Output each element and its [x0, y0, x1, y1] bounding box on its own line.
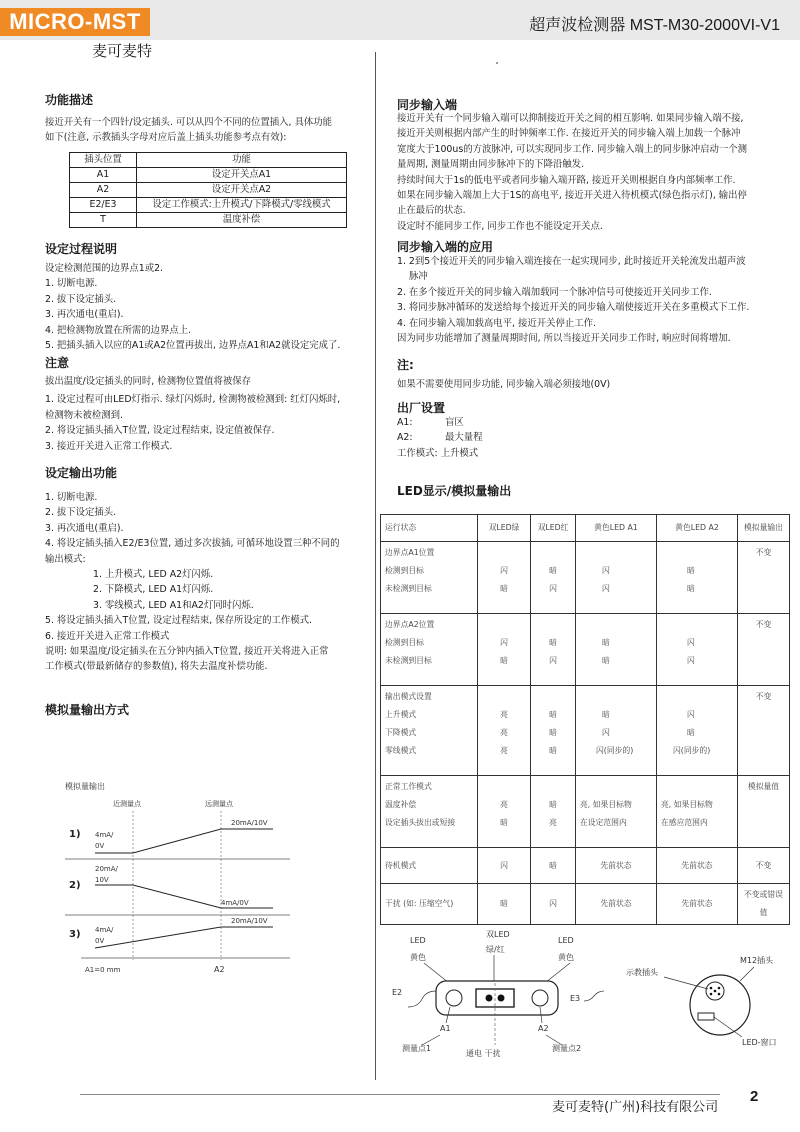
cell-line: 检测到目标: [385, 566, 424, 575]
cell-line: [482, 616, 526, 634]
cursor-dot: [496, 62, 498, 64]
text-line: 5. 将设定插头插入T位置, 设定过程结束, 保存所设定的工作模式.: [45, 615, 312, 627]
table-row: [381, 686, 790, 776]
table-cell: 先前状态: [657, 848, 738, 884]
cell-line: 模拟量值: [747, 782, 780, 791]
table-row: [70, 183, 347, 198]
cell-line: 不变: [755, 620, 772, 629]
far-point-label: 远测量点: [205, 800, 233, 808]
cell-line: 暗: [549, 746, 557, 755]
table-row: [381, 776, 790, 848]
section-title-analog: 模拟量输出方式: [45, 703, 130, 717]
text-line: 接近开关有一个同步输入端可以抑制接近开关之间的相互影响. 如果同步输入端不接,: [397, 113, 744, 124]
factory-mode: 工作模式: 上升模式: [397, 447, 479, 459]
cell-line: 暗: [500, 584, 508, 593]
cell-line: 上升模式: [385, 710, 417, 719]
section-title-sync: 同步输入端: [397, 98, 458, 112]
table-header: 双LED红: [531, 515, 576, 542]
mode-line: 3. 零线模式, LED A1和A2灯同时闪烁.: [93, 599, 254, 611]
cell-line: 不变: [755, 548, 772, 557]
value-label: 4mA/0V: [221, 899, 249, 907]
table-cell: [576, 614, 657, 686]
teach-plug-label: 示教插头: [626, 968, 658, 977]
list-item: 脉冲: [409, 271, 428, 283]
section-title-sync-app: 同步输入端的应用: [397, 240, 494, 254]
cell-line: 闪: [687, 710, 695, 719]
note-lines: [45, 374, 340, 454]
yellow-label-right: 黄色: [558, 953, 574, 962]
power-interference-label: 通电 干扰: [466, 1049, 501, 1058]
cell-line: 温度补偿: [385, 800, 417, 809]
list-item: 因为同步功能增加了测量周期时间, 所以当接近开关同步工作时, 响应时间将增加.: [397, 333, 731, 345]
table-row: [381, 848, 790, 884]
cell-line: 亮, 如果目标物: [661, 800, 713, 809]
cell-line: 闪: [687, 656, 695, 665]
section-title-led: LED显示/模拟量输出: [397, 484, 512, 498]
cell-line: 亮: [549, 818, 557, 827]
cell-line: [482, 778, 526, 796]
a1-label: A1: [440, 1024, 451, 1033]
cell-line: [602, 544, 652, 562]
table-row: [70, 198, 347, 213]
cell-line: 边界点A2位置: [385, 620, 435, 629]
value-label: 0V: [95, 842, 105, 850]
curve-zero-line: [95, 927, 273, 948]
column-divider: [375, 52, 376, 1080]
cell-line: 零线模式: [385, 746, 417, 755]
cell-line: 暗: [549, 728, 557, 737]
dual-led-label: 双LED: [486, 930, 510, 939]
list-item: 1. 2到5个接近开关的同步输入端连接在一起实现同步, 此时接近开关轮流发出超声波: [397, 256, 746, 267]
table-cell: [738, 614, 790, 686]
cell-line: [580, 778, 652, 796]
table-cell: [531, 686, 576, 776]
a2-label: A2: [538, 1024, 549, 1033]
cell-line: [535, 778, 571, 796]
table-row: [381, 542, 790, 614]
led-window-label: LED-窗口: [742, 1038, 777, 1047]
table-cell: T: [70, 213, 137, 228]
table-cell: 暗: [531, 848, 576, 884]
table-cell: [478, 542, 531, 614]
table-cell: [381, 542, 478, 614]
cell-line: [482, 688, 526, 706]
led-a1-window: [446, 990, 462, 1006]
table-cell: [657, 686, 738, 776]
x-label-a2: A2: [214, 965, 225, 974]
table-cell: A2: [70, 183, 137, 198]
table-cell: [531, 542, 576, 614]
table-cell: 暗: [478, 884, 531, 925]
sensor-layout-diagram: [380, 925, 795, 1070]
table-cell: 不变: [738, 848, 790, 884]
cell-line: 暗: [687, 728, 695, 737]
leader-line: [740, 967, 754, 981]
cell-line: [661, 778, 733, 796]
cell-line: 在设定范围内: [580, 818, 627, 827]
cell-line: 亮: [500, 746, 508, 755]
table-cell: 先前状态: [576, 848, 657, 884]
text-line: 止在最后的状态.: [397, 205, 466, 217]
table-cell: 温度补偿: [137, 213, 347, 228]
list-item: 3. 将同步脉冲循环的发送给每个接近开关的同步输入端使接近开关在多重模式下工作.: [397, 302, 750, 314]
page-number: 2: [750, 1088, 759, 1105]
cell-line: 闪: [602, 728, 610, 737]
m12-plug-label: M12插头: [740, 956, 774, 965]
cell-line: 暗: [500, 818, 508, 827]
text-line: 3. 再次通电(重启).: [45, 522, 124, 534]
table-row: [381, 884, 790, 925]
cell-line: 未检测到目标: [385, 656, 432, 665]
row-number: 3): [69, 929, 81, 940]
cell-line: 暗: [549, 710, 557, 719]
e2-leader: [408, 991, 436, 1007]
cell-line: 闪(同步的): [673, 746, 711, 755]
function-para-2: 如下(注意, 示教插头字母对应后盖上插头功能参考点有效):: [45, 132, 287, 143]
table-cell: 待机模式: [381, 848, 478, 884]
cell-line: 检测到目标: [385, 638, 424, 647]
yellow-label-left: 黄色: [410, 953, 426, 962]
text-line: 1. 设定过程可由LED灯指示. 绿灯闪烁时, 检测物被检测到: 红灯闪烁时,: [45, 394, 341, 406]
text-line: 2. 拔下设定插头.: [45, 293, 117, 305]
cell-line: 未检测到目标: [385, 584, 432, 593]
table-cell: [576, 542, 657, 614]
table-cell: [738, 686, 790, 776]
table-cell: [381, 776, 478, 848]
table-row: [70, 213, 347, 228]
cell-line: 正常工作模式: [385, 782, 432, 791]
plug-pin: [710, 987, 713, 990]
e3-label: E3: [570, 994, 581, 1003]
cell-line: 暗: [602, 656, 610, 665]
text-line: 检测物未被检测到.: [45, 409, 123, 421]
company-logo: MICRO-MST: [0, 8, 150, 36]
e3-leader: [584, 991, 604, 1001]
table-header: 黄色LED A2: [657, 515, 738, 542]
value-label: 20mA/: [95, 865, 118, 873]
value-label: 20mA/10V: [231, 819, 268, 827]
output-steps: [45, 490, 340, 675]
text-line: 设定时不能同步工作, 同步工作也不能设定开关点.: [397, 220, 603, 232]
cell-line: [535, 688, 571, 706]
table-cell: 不变或错误值: [738, 884, 790, 925]
cell-line: 亮: [500, 800, 508, 809]
led-label-left: LED: [410, 936, 426, 945]
table-cell: [657, 776, 738, 848]
section-title-note-right: 注:: [397, 358, 414, 372]
factory-key: A1:: [397, 417, 413, 428]
table-header: 插头位置: [70, 153, 137, 168]
mode-line: 1. 上升模式, LED A2灯闪烁.: [93, 569, 214, 581]
cell-line: 闪: [500, 638, 508, 647]
table-header: 黄色LED A1: [576, 515, 657, 542]
dual-led-dot: [486, 995, 493, 1002]
table-cell: [531, 614, 576, 686]
table-cell: [531, 776, 576, 848]
text-line: 3. 接近开关进入正常工作模式.: [45, 440, 173, 452]
cell-line: 暗: [687, 584, 695, 593]
cell-line: 不变: [755, 692, 772, 701]
cell-line: 暗: [549, 800, 557, 809]
text-line: 1. 切断电源.: [45, 278, 98, 290]
text-line: 接近开关则根据内部产生的时钟频率工作. 在接近开关的同步输入端上加载一个脉冲: [397, 128, 741, 140]
note-text: 如果不需要使用同步功能, 同步输入端必须接地(0V): [397, 379, 611, 390]
table-header-row: [381, 515, 790, 542]
e2-label: E2: [392, 988, 403, 997]
analog-output-diagram: [55, 775, 355, 980]
text-line: 说明: 如果温度/设定插头在五分钟内插入T位置, 接近开关将进入正常: [45, 646, 329, 658]
cell-line: 暗: [549, 638, 557, 647]
factory-row: [397, 430, 483, 445]
text-line: 量周期, 测量周期由同步脉冲下的下降沿触发.: [397, 159, 585, 171]
table-cell: [478, 614, 531, 686]
led-label-right: LED: [558, 936, 574, 945]
section-title-output: 设定输出功能: [45, 466, 118, 480]
text-line: 2. 将设定插头插入T位置, 设定过程结束, 设定值被保存.: [45, 425, 275, 437]
table-cell: [478, 686, 531, 776]
table-cell: [657, 614, 738, 686]
table-cell: [381, 614, 478, 686]
table-header: 模拟量输出: [738, 515, 790, 542]
section-title-setup: 设定过程说明: [45, 242, 118, 256]
text-line: 工作模式(带最新储存的参数值), 将失去温度补偿功能.: [45, 661, 268, 673]
measure-point-2-label: 测量点2: [552, 1044, 582, 1053]
text-line: 输出模式:: [45, 553, 86, 565]
diagram-label: 模拟量输出: [65, 782, 105, 791]
near-point-label: 近测量点: [113, 800, 141, 808]
footer-company: 麦可麦特(广州)科技有限公司: [552, 1100, 719, 1115]
table-cell: 先前状态: [576, 884, 657, 925]
row-number: 1): [69, 829, 81, 840]
text-line: 拔出温度/设定插头的同时, 检测物位置值将被保存: [45, 376, 251, 387]
table-header: 功能: [137, 153, 347, 168]
x-label-a1: A1=0 mm: [85, 966, 121, 974]
section-title-factory: 出厂设置: [397, 401, 446, 415]
dual-led-dot: [498, 995, 505, 1002]
cell-line: 暗: [602, 638, 610, 647]
table-row: [70, 168, 347, 183]
text-line: 设定检测范围的边界点1或2.: [45, 263, 164, 274]
cell-line: [602, 688, 652, 706]
cell-line: [687, 616, 733, 634]
table-cell: E2/E3: [70, 198, 137, 213]
mode-line: 2. 下降模式, LED A1灯闪烁.: [93, 584, 214, 596]
table-cell: [576, 686, 657, 776]
cell-line: 闪: [549, 656, 557, 665]
led-a2-window: [532, 990, 548, 1006]
section-title-note: 注意: [45, 356, 70, 370]
sync-paragraph: [397, 111, 747, 234]
cell-line: 下降模式: [385, 728, 417, 737]
cell-line: 暗: [500, 656, 508, 665]
function-para-1: 接近开关有一个四针/设定插头. 可以从四个不同的位置插入, 具体功能: [45, 117, 332, 128]
table-cell: 干扰 (如: 压缩空气): [381, 884, 478, 925]
cell-line: 亮: [500, 728, 508, 737]
table-row: [381, 614, 790, 686]
cell-line: 输出模式设置: [385, 692, 432, 701]
green-red-label: 绿/红: [486, 945, 505, 954]
sync-app-list: [397, 254, 749, 346]
value-label: 4mA/: [95, 831, 114, 839]
cell-line: [535, 616, 571, 634]
cell-line: 亮, 如果目标物: [580, 800, 632, 809]
table-cell: [478, 776, 531, 848]
text-line: 如果在同步输入端加上大于1S的高电平, 接近开关进入待机模式(绿色指示灯), 输出停: [397, 190, 747, 202]
table-cell: 闪: [478, 848, 531, 884]
value-label: 20mA/10V: [231, 917, 268, 925]
cell-line: [687, 688, 733, 706]
table-cell: [576, 776, 657, 848]
text-line: 宽度大于100us的方波脉冲, 可以实现同步工作. 同步输入端上的同步脉冲启动一个测: [397, 143, 748, 155]
table-cell: 闪: [531, 884, 576, 925]
plug-pin: [718, 993, 721, 996]
table-cell: [381, 686, 478, 776]
text-line: 5. 把插头插入以应的A1或A2位置再拔出, 边界点A1和A2就设定完成了.: [45, 340, 341, 352]
text-line: 持续时间大于1s的低电平或者同步输入端开路, 接近开关则根据自身内部频率工作.: [397, 174, 736, 186]
cell-line: 暗: [549, 566, 557, 575]
cell-line: [687, 544, 733, 562]
factory-key: A2:: [397, 432, 413, 444]
curve-rising: [95, 829, 273, 853]
cell-line: 闪(同步的): [596, 746, 634, 755]
function-table: [69, 152, 347, 228]
cell-line: 设定插头拔出或短接: [385, 818, 456, 827]
value-label: 0V: [95, 937, 105, 945]
list-item: 4. 在同步输入端加载高电平, 接近开关停止工作.: [397, 317, 596, 329]
cell-line: 暗: [602, 710, 610, 719]
cell-line: 闪: [687, 638, 695, 647]
table-cell: 设定开关点A1: [137, 168, 347, 183]
text-line: 2. 拔下设定插头.: [45, 507, 117, 519]
text-line: 4. 把检测物放置在所需的边界点上.: [45, 324, 192, 336]
cell-line: 闪: [549, 584, 557, 593]
list-item: 2. 在多个接近开关的同步输入端加载同一个脉冲信号可使接近开关同步工作.: [397, 286, 712, 298]
text-line: 4. 将设定插头插入E2/E3位置, 通过多次拔插, 可循环地设置三种不同的: [45, 538, 340, 550]
factory-value: 最大量程: [445, 432, 483, 444]
cell-line: [602, 616, 652, 634]
cell-line: 亮: [500, 710, 508, 719]
table-cell: [657, 542, 738, 614]
cell-line: [482, 544, 526, 562]
cell-line: [535, 544, 571, 562]
brand-name: 麦可麦特: [92, 42, 153, 60]
measure-point-1-label: 测量点1: [402, 1044, 432, 1053]
table-cell: 先前状态: [657, 884, 738, 925]
table-header-row: [70, 153, 347, 168]
cell-line: 闪: [602, 584, 610, 593]
factory-value: 盲区: [445, 417, 464, 428]
row-number: 2): [69, 880, 81, 891]
factory-row: [397, 415, 483, 430]
table-header: 双LED绿: [478, 515, 531, 542]
factory-settings: [397, 415, 483, 461]
cell-line: 在感应范围内: [661, 818, 708, 827]
text-line: 6. 接近开关进入正常工作模式: [45, 630, 170, 642]
table-header: 运行状态: [381, 515, 478, 542]
text-line: 3. 再次通电(重启).: [45, 309, 124, 321]
setup-steps: [45, 261, 340, 353]
table-cell: [738, 776, 790, 848]
text-line: 1. 切断电源.: [45, 492, 98, 503]
plug-pin: [714, 990, 717, 993]
table-cell: 设定开关点A2: [137, 183, 347, 198]
value-label: 10V: [95, 876, 109, 884]
footer-rule: [80, 1094, 720, 1095]
led-window: [698, 1013, 714, 1020]
cell-line: 暗: [687, 566, 695, 575]
value-label: 4mA/: [95, 926, 114, 934]
section-title-function: 功能描述: [45, 93, 94, 107]
led-status-table: [380, 514, 790, 925]
table-cell: 设定工作模式:上升模式/下降模式/零线模式: [137, 198, 347, 213]
plug-pin: [710, 993, 713, 996]
plug-pin: [718, 987, 721, 990]
cell-line: 闪: [500, 566, 508, 575]
table-cell: [738, 542, 790, 614]
table-cell: A1: [70, 168, 137, 183]
document-title: 超声波检测器 MST-M30-2000VI-V1: [529, 17, 780, 34]
cell-line: 边界点A1位置: [385, 548, 435, 557]
cell-line: 闪: [602, 566, 610, 575]
